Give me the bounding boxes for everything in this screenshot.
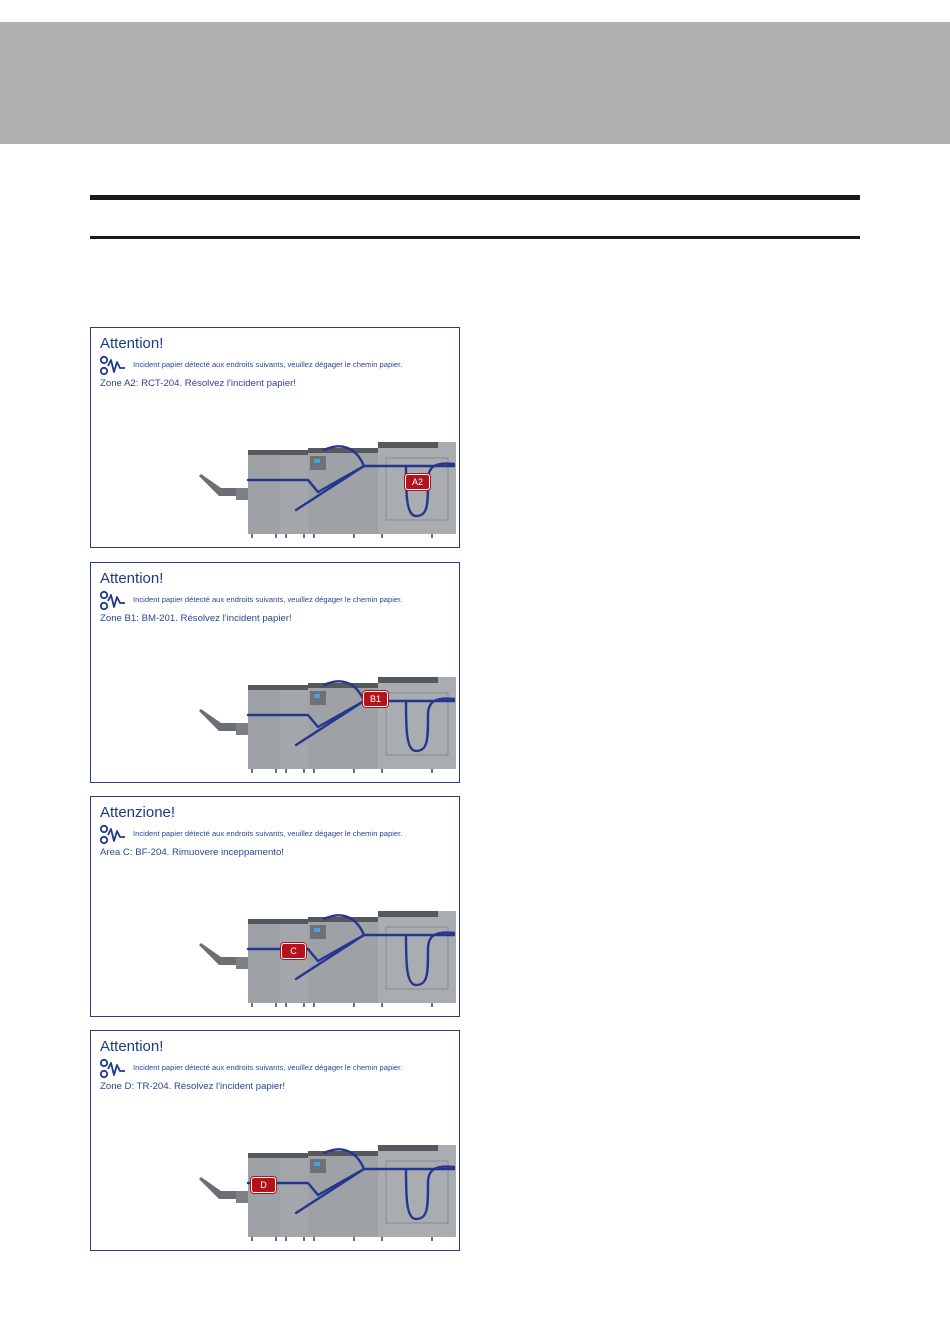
jam-location-badge: C: [281, 943, 306, 959]
header-band: [0, 22, 950, 144]
title-rule-top: [90, 195, 860, 200]
paper-jam-icon: [99, 824, 127, 846]
printer-diagram: [196, 1135, 456, 1243]
jam-location-badge: B1: [363, 691, 388, 707]
title-rule-bottom: [90, 236, 860, 239]
jam-alert-panel-a2: [90, 327, 460, 548]
paper-jam-icon: [99, 590, 127, 612]
alert-title: Attention!: [100, 335, 164, 352]
alert-zone: Zone A2: RCT-204. Résolvez l'incident papier!: [100, 378, 296, 389]
alert-message: Incident papier détecté aux endroits suivants, veuillez dégager le chemin papier.: [133, 595, 403, 604]
printer-diagram: [196, 901, 456, 1009]
alert-title: Attention!: [100, 1038, 164, 1055]
paper-jam-icon: [99, 355, 127, 377]
jam-alert-panel-c: [90, 796, 460, 1017]
jam-alert-panel-d: [90, 1030, 460, 1251]
jam-location-badge: D: [251, 1177, 276, 1193]
alert-zone: Area C: BF-204. Rimuovere inceppamento!: [100, 847, 284, 858]
paper-jam-icon: [99, 1058, 127, 1080]
alert-message: Incident papier détecté aux endroits suivants, veuillez dégager le chemin papier.: [133, 360, 403, 369]
alert-title: Attention!: [100, 570, 164, 587]
alert-message: Incident papier détecté aux endroits suivants, veuillez dégager le chemin papier.: [133, 1063, 403, 1072]
jam-alert-panel-b1: [90, 562, 460, 783]
jam-location-badge: A2: [405, 474, 430, 490]
alert-message: Incident papier détecté aux endroits suivants, veuillez dégager le chemin papier.: [133, 829, 403, 838]
alert-zone: Zone D: TR-204. Résolvez l'incident papier!: [100, 1081, 286, 1092]
printer-diagram: [196, 667, 456, 775]
alert-zone: Zone B1: BM-201. Résolvez l'incident papier!: [100, 613, 292, 624]
alert-title: Attenzione!: [100, 804, 176, 821]
